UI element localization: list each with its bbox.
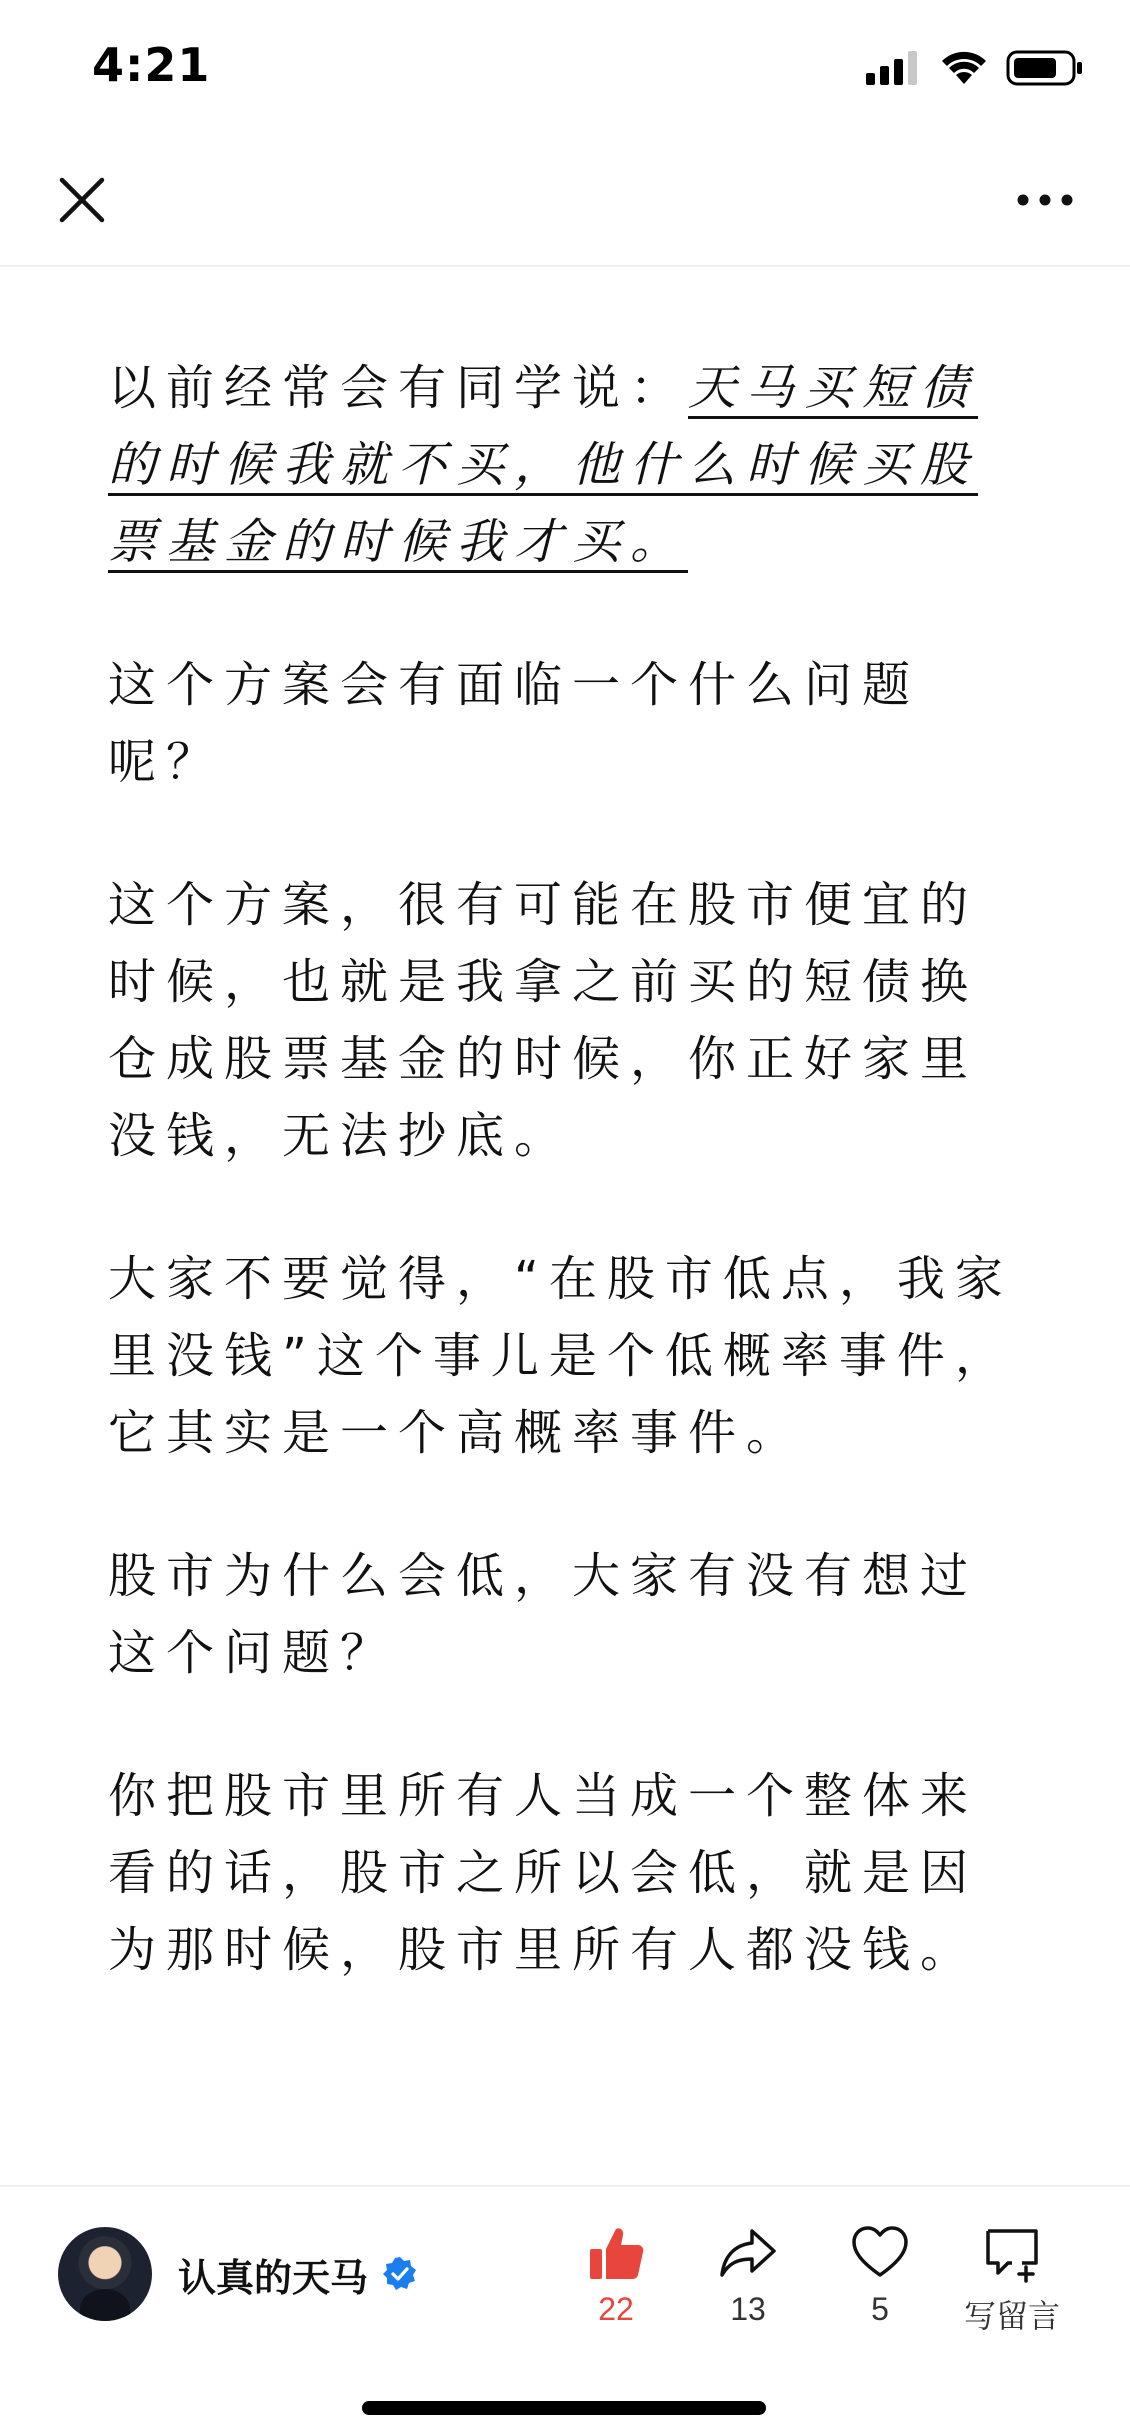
article-paragraph-4: 大家不要觉得，“在股市低点，我家里没钱”这个事儿是个低概率事件，它其实是一个高概率事件。 — [108, 1251, 1013, 1461]
favorite-button[interactable] — [820, 2223, 940, 2328]
author-name[interactable]: 认真的天马 — [178, 2255, 369, 2300]
top-nav — [0, 140, 1130, 267]
paragraph-1-emphasis: 天马买短债的时候我就不买，他什么时候买股票基金的时候我才买。 — [108, 360, 979, 570]
close-icon — [52, 170, 112, 230]
more-button[interactable] — [1010, 170, 1080, 230]
bottom-action-bar — [0, 2185, 1130, 2377]
like-button[interactable] — [556, 2223, 676, 2328]
close-button[interactable] — [52, 170, 112, 230]
status-icons — [866, 50, 1084, 86]
like-count: 22 — [598, 2291, 634, 2327]
write-comment-icon — [982, 2223, 1042, 2283]
comment-label: 写留言 — [963, 2298, 1060, 2334]
favorite-count: 5 — [871, 2291, 889, 2327]
home-indicator[interactable] — [362, 2401, 766, 2415]
more-icon — [1010, 170, 1080, 230]
share-button[interactable] — [688, 2223, 808, 2328]
share-count: 13 — [730, 2291, 766, 2327]
avatar[interactable] — [58, 2227, 152, 2321]
article-paragraph-5: 股市为什么会低，大家有没有想过这个问题？ — [108, 1548, 979, 1681]
thumbs-up-icon — [586, 2223, 646, 2283]
article-paragraph-1 — [108, 350, 1028, 581]
verified-badge-icon — [382, 2256, 418, 2292]
article-body — [108, 350, 1028, 2055]
status-bar — [0, 0, 1130, 140]
status-time: 4:21 — [92, 38, 211, 92]
battery-icon — [1006, 50, 1084, 86]
share-icon — [718, 2223, 778, 2283]
article-paragraph-2: 这个方案会有面临一个什么问题呢？ — [108, 657, 921, 790]
article-paragraph-3: 这个方案，很有可能在股市便宜的时候，也就是我拿之前买的短债换仓成股票基金的时候，你正好家里没钱，无法抄底。 — [108, 877, 979, 1164]
author-info[interactable] — [58, 2227, 418, 2321]
heart-icon — [850, 2223, 910, 2283]
wifi-icon — [940, 50, 988, 86]
article-paragraph-6: 你把股市里所有人当成一个整体来看的话，股市之所以会低，就是因为那时候，股市里所有人都没钱。 — [108, 1768, 979, 1978]
paragraph-1-text: 以前经常会有同学说： — [108, 360, 689, 416]
signal-icon — [866, 51, 922, 85]
comment-button[interactable] — [952, 2223, 1072, 2337]
